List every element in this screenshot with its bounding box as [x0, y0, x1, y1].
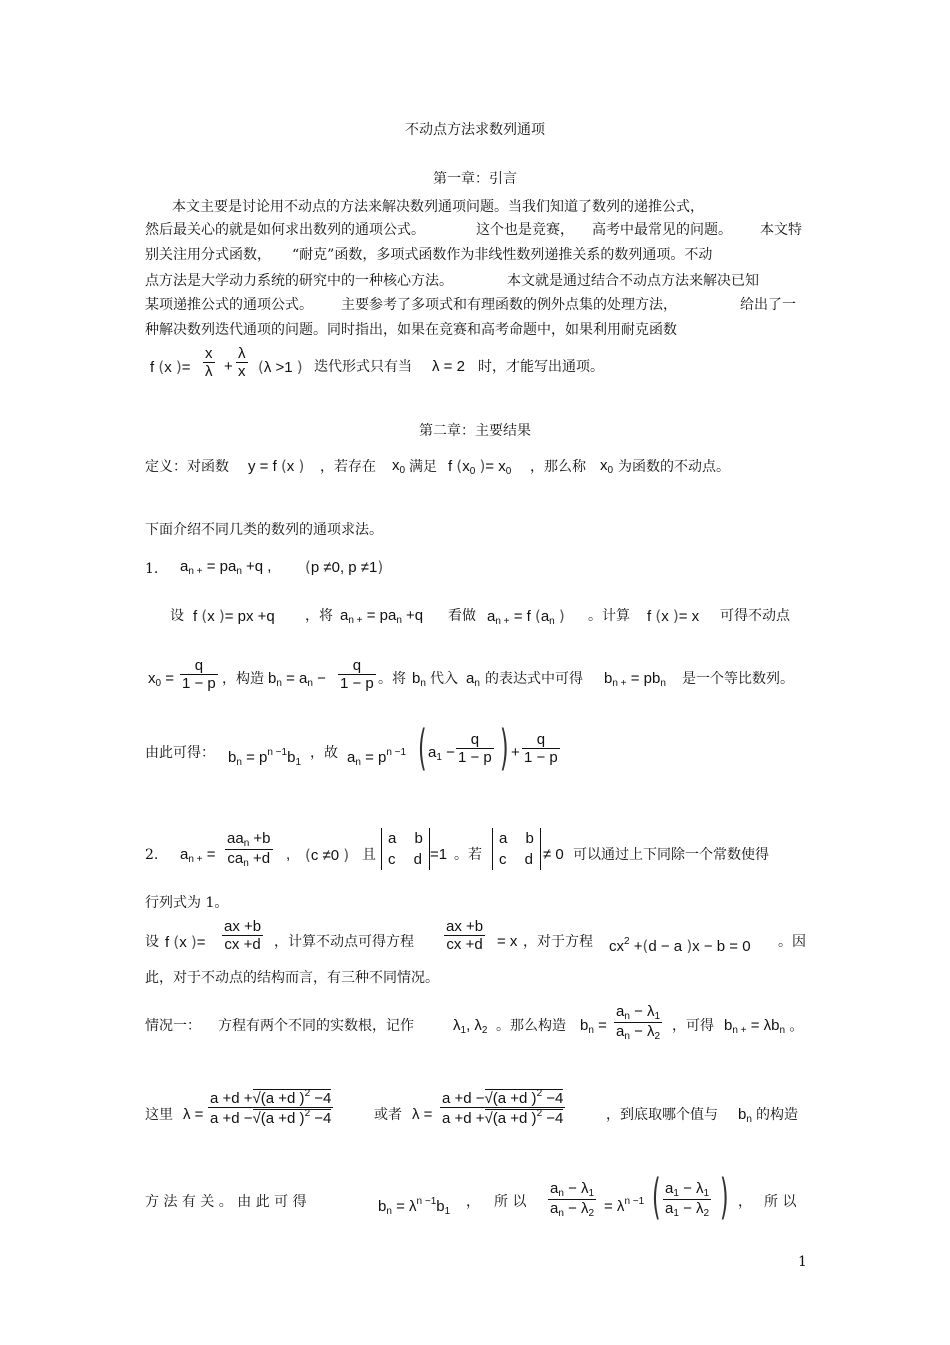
formula-frac: $\frac{ax +b}{cx +d}$ — [224, 918, 262, 953]
intro-line: 本文就是通过结合不动点方法来解决已知 — [507, 273, 759, 289]
formula-bn-geometric: $b_{n +} = pb_n$ — [604, 670, 666, 689]
def-text: ，若存在 — [320, 459, 376, 475]
formula-det-neq-0: ≠ 0 — [543, 846, 564, 863]
case2-text: ，可得 — [672, 1018, 714, 1034]
formula-an: $a_n$ — [466, 670, 480, 689]
formula-y-fx: y = f (x ) — [248, 457, 305, 475]
case1-text: 可得不动点 — [720, 608, 790, 624]
formula-bn-result: $b_n = p^{n -1}b_1$ — [228, 747, 301, 768]
case2-text: ， — [738, 1194, 752, 1210]
intro-line: 本文主要是讨论用不动点的方法来解决数列通项问题。当我们知道了数列的递推公式， — [172, 199, 704, 215]
def-text: ，那么称 — [530, 459, 586, 475]
formula-condition: (λ >1 ) — [258, 358, 303, 376]
formula-frac: $\frac{a +d +√(a +d )^2 -4}{a +d -√(a +d )^2 -4}$ — [210, 1088, 332, 1127]
case2-text: 方 法 有 关 。 由 此 可 得 — [145, 1194, 307, 1210]
document-title: 不动点方法求数列通项 — [405, 122, 545, 138]
formula-frac: $\frac{a +d -√(a +d )^2 -4}{a +d +√(a +d )^2 -4}$ — [442, 1088, 564, 1127]
formula-roots: $\lambda_1$, $\lambda_2$ — [453, 1017, 488, 1036]
case1-text: 看做 — [448, 608, 476, 624]
case2-text: ，对于方程 — [523, 934, 593, 950]
case2-text: 所 以 — [494, 1194, 527, 1210]
formula-recurrence-2: $a_{n +}$ = — [180, 846, 216, 865]
formula-plus: + — [511, 744, 520, 761]
paren-right: ) — [500, 722, 509, 777]
case1-text: ，将 — [305, 608, 333, 624]
formula-frac: $\frac{q}{1 - p}$ — [524, 731, 558, 766]
formula-nike-lhs: f (x )= — [150, 358, 191, 376]
formula-condition-2: (c ≠0 ) — [305, 846, 350, 864]
formula-frac: $\frac{ax +b}{cx +d}$ — [446, 918, 484, 953]
intro-line: 迭代形式只有当 — [314, 359, 412, 375]
intro-line: 主要参考了多项式和有理函数的例外点集的处理方法， — [341, 297, 677, 313]
formula-bn-eq: $b_n$ = — [580, 1017, 607, 1036]
formula-frac: $\frac{q}{1 - p}$ — [458, 731, 492, 766]
formula-plus: + — [224, 358, 233, 375]
formula-fx-eq-x: f (x )= x — [647, 607, 700, 625]
formula-frac: $\frac{a_n - \lambda_1}{a_n - \lambda_2}$ — [616, 1003, 661, 1042]
formula-an-fan: $a_{n +} = f$ ($a_n$ ) — [487, 607, 565, 627]
formula-lambda-eq: λ = — [183, 1106, 204, 1123]
case2-text: ，到底取哪个值与 — [606, 1107, 718, 1123]
chapter2-heading: 第二章：主要结果 — [419, 423, 531, 439]
formula-lambda-eq: λ = — [412, 1106, 433, 1123]
case2-text: 设 — [145, 934, 159, 950]
formula-comma: , — [286, 846, 291, 863]
formula-frac: $aa_n +b$ $ca_n +d$ — [227, 830, 271, 869]
intro-line: 别关注用分式函数， — [145, 247, 271, 263]
case2-text: 。那么构造 — [496, 1018, 566, 1034]
paren-right: ) — [720, 1171, 729, 1226]
formula-x0-eq: $x_0$ = — [148, 670, 174, 689]
formula-fx-rational: f (x )= — [165, 933, 206, 951]
case-number: 2. — [145, 847, 159, 863]
case2-text: 所 以 — [764, 1194, 797, 1210]
determinant: a b c d — [492, 828, 541, 870]
formula-frac: $\frac{a_n - \lambda_1}{a_n - \lambda_2}$ — [550, 1180, 595, 1219]
formula-an-result: $a_n = p^{n -1}$ — [347, 747, 407, 768]
case2-text: 的构造 — [756, 1107, 798, 1123]
intro-line: 种解决数列迭代通项的问题。同时指出，如果在竞赛和高考命题中，如果利用耐克函数 — [145, 322, 677, 338]
formula-bn-lambda: $b_{n +} = \lambda b_n$ 。 — [724, 1017, 805, 1036]
case1-text: 。计算 — [588, 608, 630, 624]
chapter1-heading: 第一章：引言 — [433, 171, 517, 187]
formula-frac: $\frac{q}{1 - p}$ — [340, 657, 374, 692]
case2-text: 行列式为 1。 — [145, 895, 229, 911]
formula-frac: $\frac{\lambda}{x}$ — [238, 345, 246, 380]
case2-text: 情况一： — [145, 1018, 201, 1034]
intro-line: “耐克”函数，多项式函数作为非线性数列递推关系的数列通项。不动 — [292, 247, 713, 263]
case2-text: 方程有两个不同的实数根，记作 — [218, 1018, 414, 1034]
case2-text: 此，对于不动点的结构而言，有三种不同情况。 — [145, 970, 439, 986]
intro-line: 高考中最常见的问题。 — [592, 222, 732, 238]
case-number: 1. — [145, 561, 159, 577]
paren-left: ( — [652, 1171, 661, 1226]
case2-text: 。因 — [778, 934, 806, 950]
case1-text: 是一个等比数列。 — [682, 671, 794, 687]
case1-text: ，故 — [310, 745, 338, 761]
case1-text: 代入 — [430, 671, 458, 687]
intro-line: 时，才能写出通项。 — [478, 359, 604, 375]
intro-line: 点方法是大学动力系统的研究中的一种核心方法。 — [145, 273, 453, 289]
formula-frac: $\frac{a_1 - \lambda_1}{a_1 - \lambda_2}$ — [665, 1180, 710, 1219]
formula-x0: $x_0$ — [392, 457, 406, 476]
formula-frac: $\frac{x}{\lambda}$ — [205, 345, 213, 380]
case2-text: 或者 — [374, 1107, 402, 1123]
formula-condition-1: (p ≠0, p ≠1) — [305, 558, 384, 576]
def-text: 满足 — [409, 459, 437, 475]
intro-line: 某项递推公式的通项公式。 — [145, 297, 313, 313]
case1-text: 。将 — [378, 671, 406, 687]
formula-recurrence-1: $a_{n +} = pa_n +q$ , — [180, 558, 272, 577]
case1-text: 的表达式中可得 — [485, 671, 583, 687]
formula-fixed-point: f ($x_0$ )= $x_0$ — [448, 457, 512, 477]
formula-a1-minus: $a_1$ − — [428, 744, 455, 763]
formula-bn-def: $b_n = a_n$ − — [268, 670, 326, 689]
formula-eq-x: = x — [497, 933, 518, 950]
section-intro: 下面介绍不同几类的数列的通项求法。 — [145, 522, 383, 538]
intro-line: 然后最关心的就是如何求出数列的通项公式。 — [145, 222, 425, 238]
case2-text: 。若 — [454, 847, 482, 863]
case2-text: 且 — [362, 847, 376, 863]
formula-frac: $\frac{q}{1 - p}$ — [182, 657, 216, 692]
formula-det-eq-1: =1 — [430, 846, 448, 863]
paren-left: ( — [418, 722, 427, 777]
formula-x0: $x_0$ — [600, 457, 614, 476]
formula-bn: $b_n$ — [738, 1106, 752, 1125]
case2-text: 这里 — [145, 1107, 173, 1123]
formula-lambda-power: = $\lambda^{n -1}$ — [604, 1196, 645, 1215]
determinant: a b c d — [381, 828, 430, 870]
intro-line: 本文特 — [760, 222, 802, 238]
case1-text: 由此可得： — [145, 745, 215, 761]
case1-text: 设 — [170, 608, 184, 624]
formula-fx-linear: f (x )= px +q — [193, 607, 275, 625]
formula-bn-power: $b_n = \lambda^{n -1}b_1$ — [378, 1196, 451, 1217]
case2-text: ， — [466, 1194, 480, 1210]
formula-quadratic: $cx^2 +(d - a$ )x − b = 0 — [609, 936, 751, 955]
case2-text: 可以通过上下同除一个常数使得 — [573, 847, 769, 863]
formula-bn: $b_n$ — [412, 670, 426, 689]
def-text: 定义：对函数 — [145, 459, 229, 475]
formula-recurrence-1b: $a_{n +} = pa_n +q$ — [340, 607, 424, 626]
formula-lambda-2: λ = 2 — [432, 358, 465, 375]
case1-text: ，构造 — [222, 671, 264, 687]
intro-line: 这个也是竞赛， — [476, 222, 574, 238]
page-number: 1 — [798, 1254, 807, 1270]
intro-line: 给出了一 — [740, 297, 796, 313]
def-text: 为函数的不动点。 — [618, 459, 730, 475]
case2-text: ，计算不动点可得方程 — [274, 934, 414, 950]
